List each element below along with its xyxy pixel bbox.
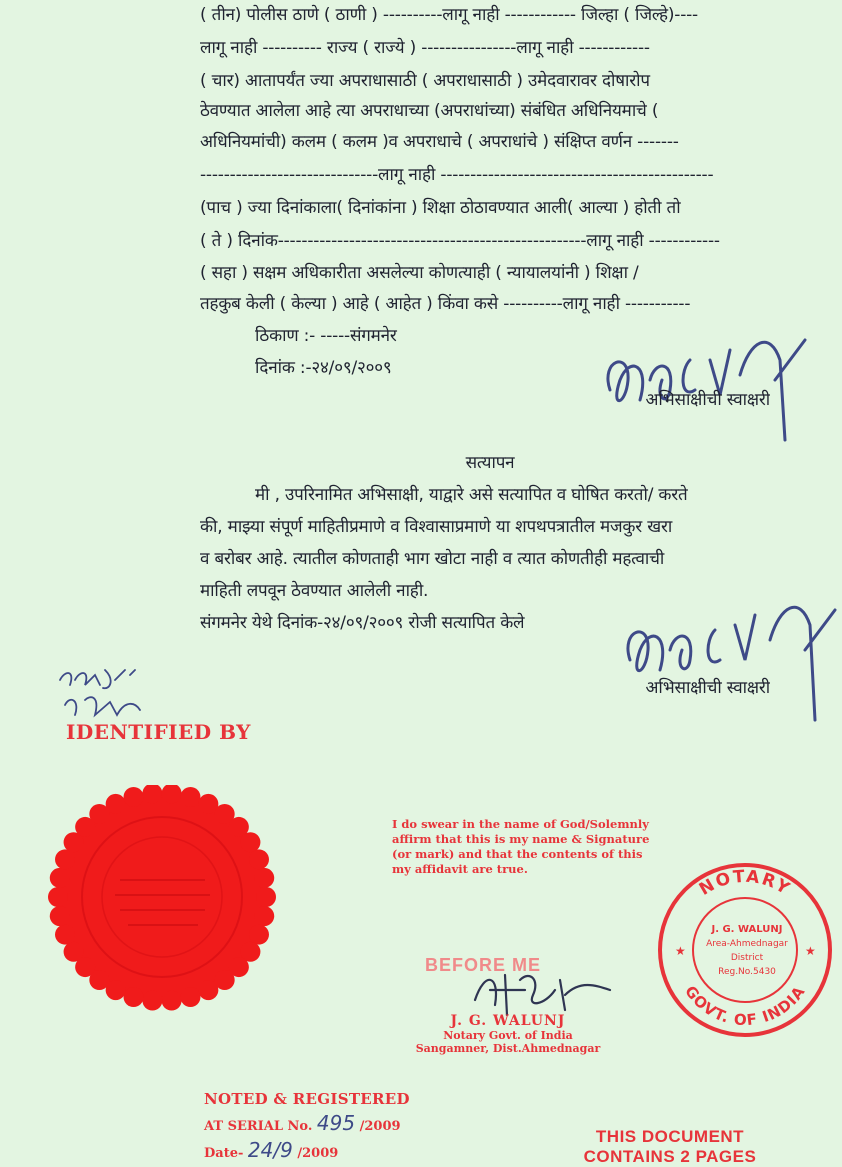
verification-line-2: की, माझ्या संपूर्ण माहितीप्रमाणे व विश्वासाप्रमाणे या शपथपत्रातील मजकुर खरा: [200, 517, 673, 537]
reg-date-label: Date-: [204, 1146, 244, 1161]
seal-scallop: [254, 906, 274, 926]
verification-heading: सत्यापन: [465, 453, 515, 473]
seal-scallop: [48, 887, 68, 907]
notary-seal-top-text: NOTARY: [695, 866, 795, 900]
clause-line-6-cont: तहकुब केली ( केल्या ) आहे ( आहेत ) किंवा कसे ----------लागू नाही -----------: [200, 294, 691, 314]
oath-stamp: [392, 817, 672, 877]
noted-registered-label: NOTED & REGISTERED: [204, 1090, 410, 1108]
notary-seal-district: District: [730, 953, 764, 963]
notary-seal-area: Area-Ahmednagar: [706, 939, 788, 949]
seal-scallop: [142, 991, 162, 1011]
seal-scallop: [124, 987, 144, 1007]
notary-title: Notary Govt. of India: [443, 1029, 573, 1042]
deponent-signature-label-2: अभिसाक्षीची स्वाक्षरी: [645, 678, 770, 698]
registration-stamp: [204, 1090, 410, 1162]
seal-scallop: [55, 925, 75, 945]
seal-scallop: [106, 794, 126, 814]
verification-line-1: मी , उपरिनामित अभिसाक्षी, याद्वारे असे सत्यापित व घोषित करतो/ करते: [255, 485, 688, 505]
notary-details: [408, 1013, 608, 1055]
date-line: दिनांक :-२४/०९/२००९: [255, 358, 392, 378]
oath-line-1: I do swear in the name of God/Solemnly: [392, 817, 649, 831]
seal-scallop: [180, 987, 200, 1007]
clause-line-5-cont: ( ते ) दिनांक----------------------------------------------------लागू नाही ------------: [200, 231, 720, 251]
seal-scallop: [240, 832, 260, 852]
notary-round-seal: [655, 860, 835, 1040]
seal-scallop: [64, 942, 84, 962]
reg-date-year: /2009: [297, 1146, 339, 1161]
serial-label: AT SERIAL No.: [204, 1119, 313, 1134]
clause-line-5: (पाच ) ज्या दिनांकाला( दिनांकांना ) शिक्षा ठोठावण्यात आली( आल्या ) होती तो: [200, 198, 681, 218]
seal-scallop: [198, 980, 218, 1000]
seal-scallop: [256, 887, 276, 907]
deponent-signature-label-1: अभिसाक्षीची स्वाक्षरी: [645, 390, 770, 410]
notary-seal-bottom-text: GOVT. OF INDIA: [681, 982, 809, 1030]
clause-line-4-cont-2: अधिनियमांची) कलम ( कलम )व अपराधाचे ( अपराधांचे ) संक्षिप्त वर्णन -------: [200, 132, 679, 152]
contains-pages-label: CONTAINS 2 PAGES: [583, 1147, 757, 1166]
deponent-signature-2: [600, 580, 840, 730]
clause-line-4-cont-3: ------------------------------लागू नाही ----------------------------------------------: [200, 165, 714, 185]
svg-text:★: ★: [675, 944, 686, 958]
before-me-stamp: BEFORE ME: [425, 955, 542, 975]
notary-name: J. G. WALUNJ: [450, 1013, 566, 1029]
document-pages-stamp: [555, 1127, 785, 1167]
seal-scallop: [180, 787, 200, 807]
svg-text:★: ★: [805, 944, 816, 958]
reg-date-value: 24/9: [247, 1138, 293, 1162]
verification-line-3: व बरोबर आहे. त्यातील कोणताही भाग खोटा नाही व त्यात कोणतीही महत्वाची: [200, 549, 665, 569]
notary-seal-name: J. G. WALUNJ: [711, 924, 783, 935]
date-row: [204, 1138, 410, 1162]
seal-scallop: [162, 991, 182, 1011]
seal-scallop: [55, 849, 75, 869]
clause-line-3: ( तीन) पोलीस ठाणे ( ठाणी ) ----------लागू नाही ------------ जिल्हा ( जिल्हे)----: [200, 5, 698, 25]
seal-scallop: [249, 925, 269, 945]
red-wax-seal: [40, 785, 290, 1020]
seal-scallop: [50, 868, 70, 888]
seal-scallop: [50, 906, 70, 926]
clause-line-4-cont-1: ठेवण्यात आलेला आहे त्या अपराधाच्या (अपराधांच्या) संबंधित अधिनियमाचे (: [200, 101, 659, 121]
document-contains-label: THIS DOCUMENT: [595, 1127, 745, 1146]
seal-scallop: [249, 849, 269, 869]
notary-seal-reg: Reg.No.5430: [718, 967, 776, 977]
clause-line-6: ( सहा ) सक्षम अधिकारीता असलेल्या कोणत्याही ( न्यायालयांनी ) शिक्षा /: [200, 263, 639, 283]
identified-by-stamp: IDENTIFIED BY: [66, 720, 251, 744]
serial-year: /2009: [359, 1119, 401, 1134]
clause-line-4: ( चार) आतापर्यंत ज्या अपराधासाठी ( अपराधासाठी ) उमेदवारावर दोषारोप: [200, 71, 650, 91]
serial-row: [204, 1111, 410, 1135]
seal-scallop: [124, 787, 144, 807]
verification-line-5: संगमनेर येथे दिनांक-२४/०९/२००९ रोजी सत्यापित केले: [200, 613, 525, 633]
verification-line-4: माहिती लपवून ठेवण्यात आलेली नाही.: [200, 581, 429, 601]
oath-line-3: (or mark) and that the contents of this: [392, 847, 643, 861]
oath-line-4: my affidavit are true.: [392, 862, 528, 876]
oath-line-2: affirm that this is my name & Signature: [392, 832, 650, 846]
notary-place: Sangamner, Dist.Ahmednagar: [415, 1042, 601, 1055]
serial-value: 495: [316, 1111, 356, 1135]
place-line: ठिकाण :- -----संगमनेर: [255, 326, 397, 346]
clause-line-3-cont: लागू नाही ---------- राज्य ( राज्ये ) ----------------लागू नाही ------------: [200, 38, 650, 58]
seal-scallop: [254, 868, 274, 888]
